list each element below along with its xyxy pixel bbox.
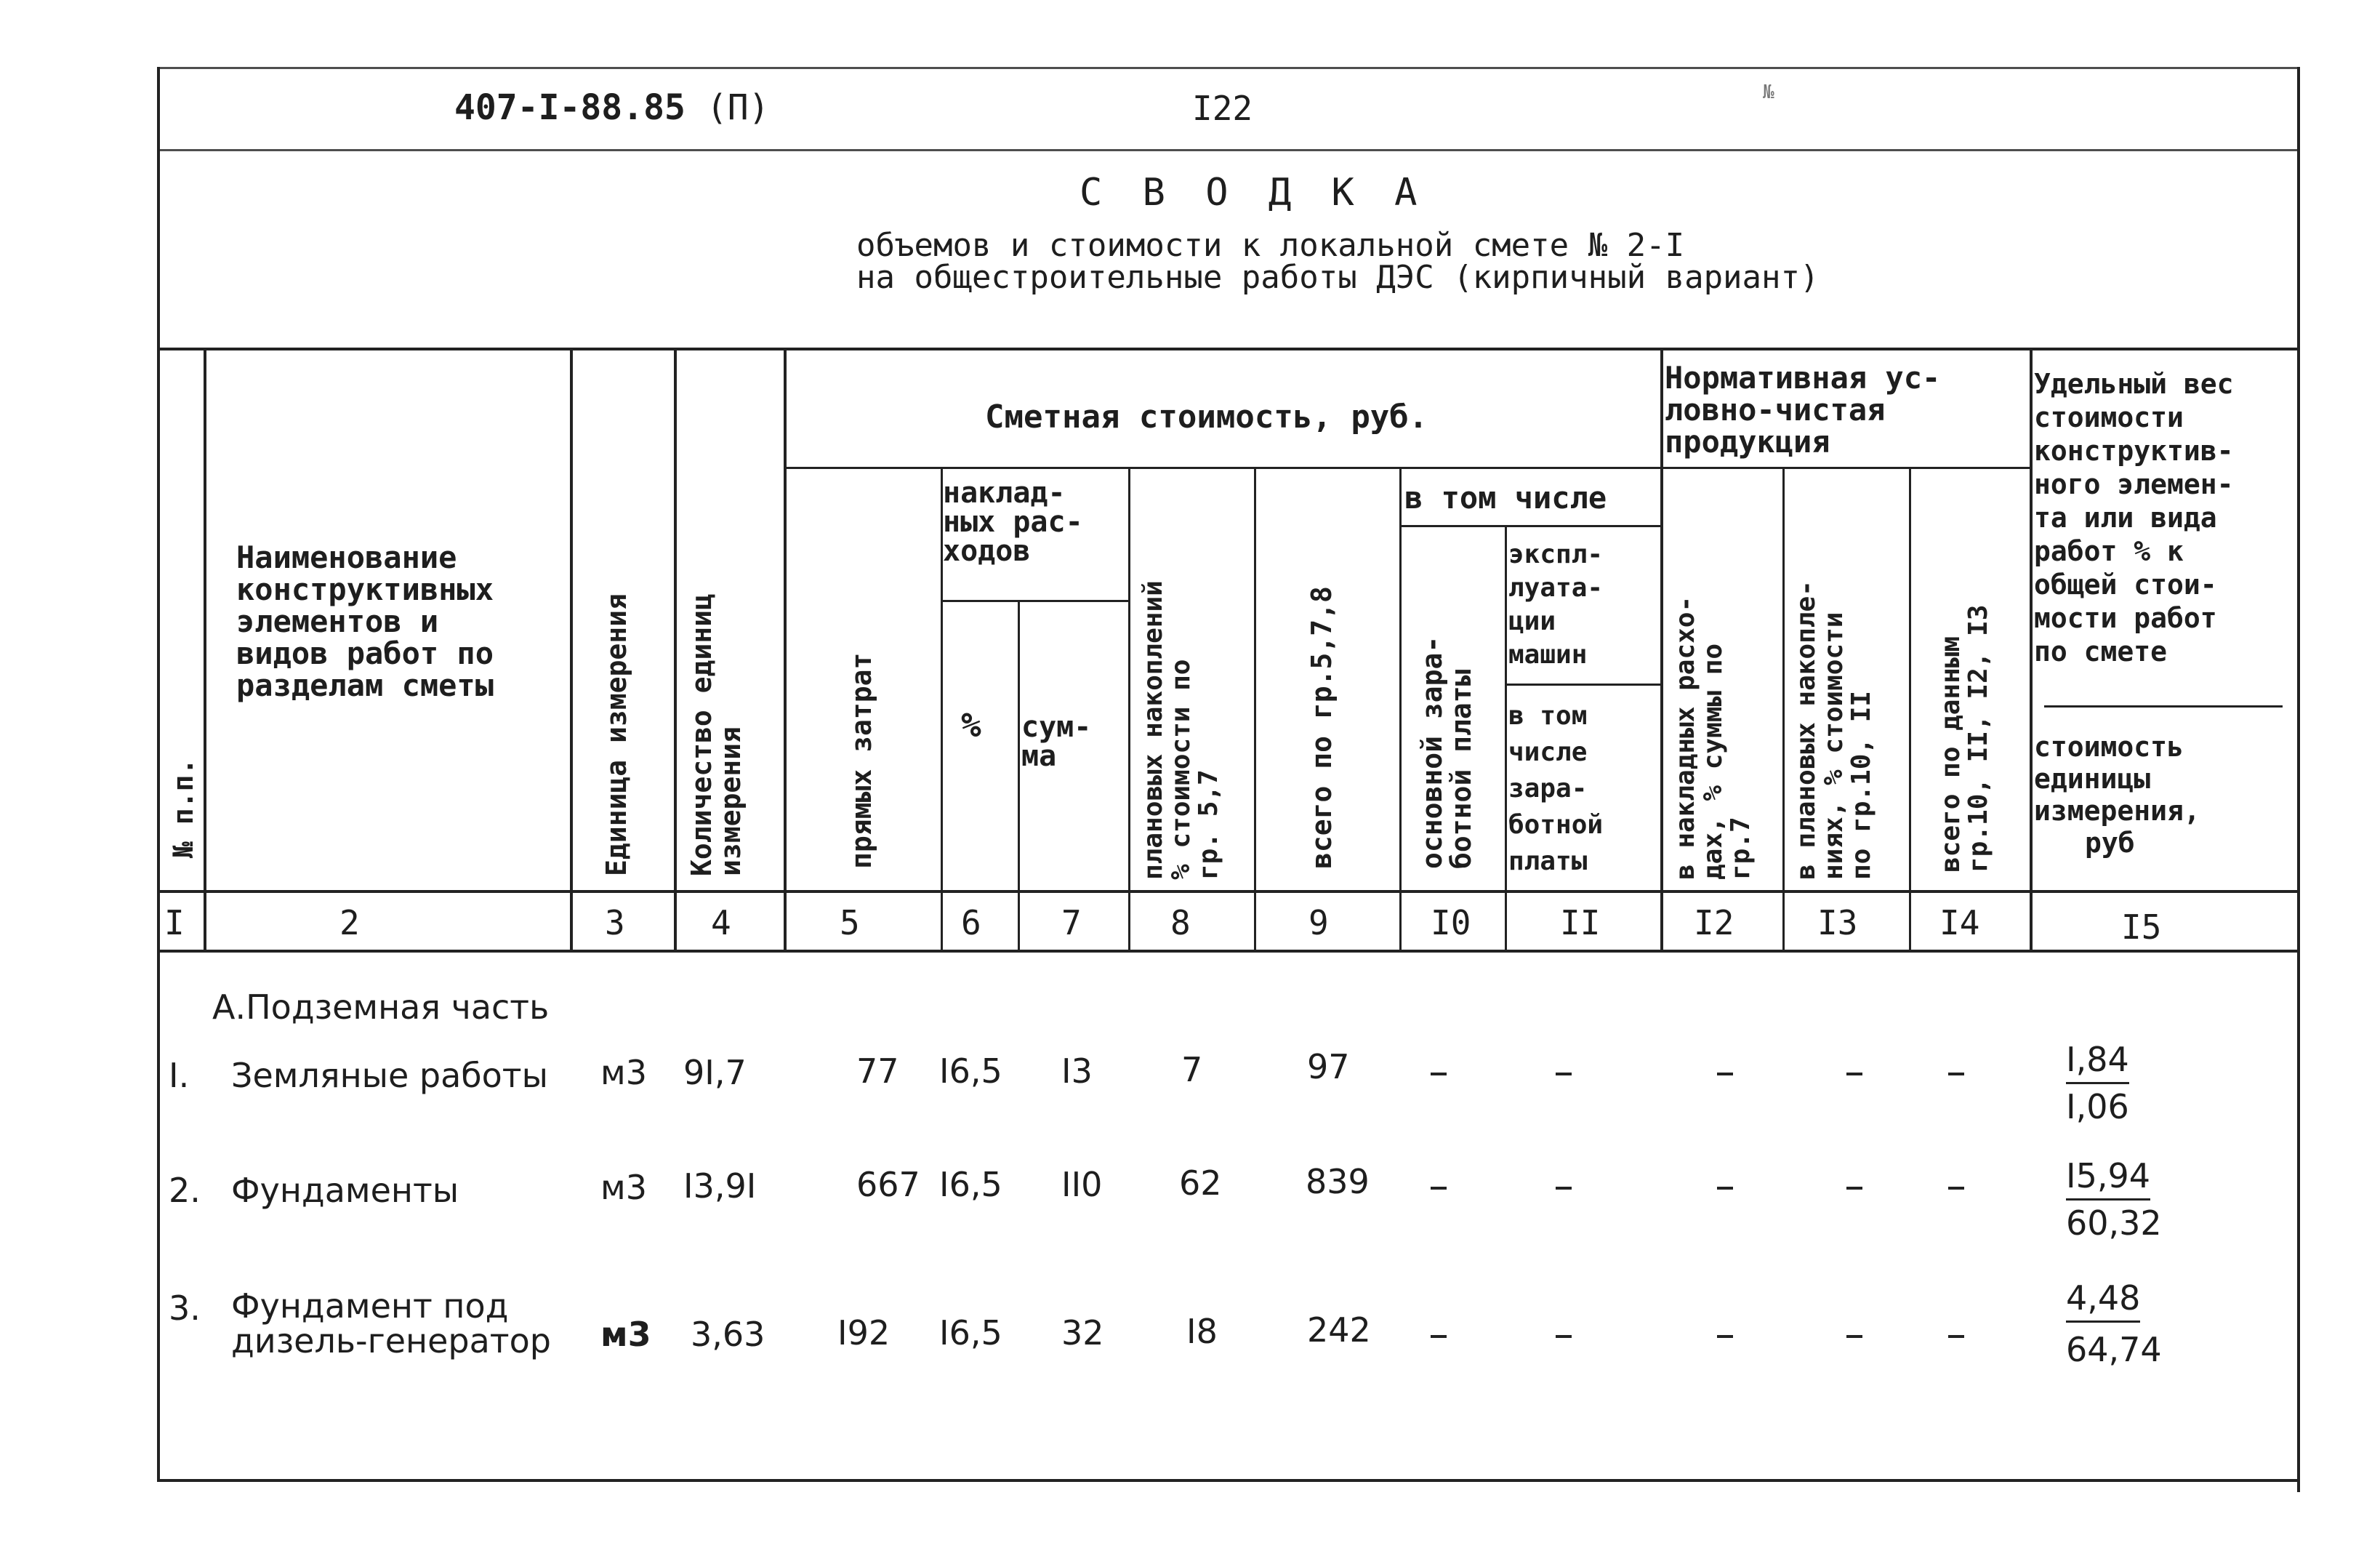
header-col-norm-total: всего по данным гр.10, II, I2, I3 (1936, 604, 1993, 873)
document-code-suffix: (П) (706, 87, 770, 128)
dash-col12 (1717, 1073, 1733, 1075)
frame-bottom (157, 1479, 2300, 1482)
dash-col14 (1948, 1187, 1964, 1190)
dash-col11 (1556, 1187, 1572, 1190)
header-col-percent: % (961, 705, 981, 745)
table-top-rule (158, 348, 2299, 350)
frame-left (157, 67, 160, 1481)
header-col-unit: Единица измерения (600, 593, 632, 876)
header-col-direct: прямых затрат (845, 652, 877, 869)
colnum-14: I4 (1939, 903, 1980, 942)
header-col-total: всего по гр.5,7,8 (1306, 586, 1338, 869)
row-quantity: I3,9I (683, 1166, 757, 1206)
summary-subtitle-line-1: объемов и стоимости к локальной смете № 2-I (856, 227, 1685, 264)
dash-col14 (1948, 1073, 1964, 1075)
colnum-7: 7 (1061, 903, 1082, 942)
colnum-9: 9 (1308, 903, 1329, 942)
colnum-12: I2 (1694, 903, 1734, 942)
row-name: Земляные работы (231, 1056, 548, 1095)
row-savings: I8 (1186, 1312, 1218, 1351)
row-unit: м3 (600, 1053, 647, 1092)
hline-cost-group (785, 467, 2030, 469)
row-total: 839 (1306, 1162, 1370, 1201)
vline-4 (784, 348, 787, 951)
hline-col15 (2044, 705, 2283, 708)
dash-col13 (1846, 1335, 1862, 1338)
vline-1 (204, 348, 206, 951)
row-sum: II0 (1061, 1165, 1103, 1204)
row-unit-cost: 64,74 (2066, 1330, 2162, 1369)
row-share-fraction (2066, 1156, 2162, 1243)
document-code (454, 87, 770, 128)
row-quantity: 9I,7 (683, 1053, 747, 1092)
row-percent: I6,5 (939, 1051, 1002, 1091)
dash-col11 (1556, 1335, 1572, 1338)
header-col-savings: плановых накоплений % стоимости по гр. 5,7 (1138, 580, 1223, 880)
dash-col10 (1431, 1073, 1447, 1075)
header-col-quantity: Количество единиц измерения (686, 593, 747, 876)
row-sum: 32 (1061, 1313, 1104, 1352)
dash-col10 (1431, 1187, 1447, 1190)
vline-3 (674, 348, 677, 951)
colnum-11: II (1560, 903, 1601, 942)
vline-2 (570, 348, 573, 951)
dash-col13 (1846, 1187, 1862, 1190)
vline-10 (1505, 525, 1507, 951)
dash-col10 (1431, 1335, 1447, 1338)
row-share-fraction (2066, 1278, 2162, 1369)
colnum-8: 8 (1170, 903, 1191, 942)
table-number-row-rule (158, 950, 2299, 953)
row-percent: I6,5 (939, 1313, 1002, 1352)
header-col-machines: экспл- луата- ции машин (1508, 540, 1604, 670)
row-number: I. (169, 1056, 190, 1095)
row-name: Фундамент под дизель-генератор (231, 1286, 551, 1360)
vline-8 (1254, 467, 1256, 951)
row-savings: 62 (1179, 1163, 1222, 1203)
header-col-norm-savings: в плановых накопле- ниях, % стоимости по гр.10, II (1791, 580, 1876, 880)
dash-col12 (1717, 1187, 1733, 1190)
hline-overhead (941, 600, 1128, 602)
document-code-number: 407-I-88.85 (454, 87, 686, 128)
header-norm-group: Нормативная ус- ловно-чистая продукция (1665, 360, 1941, 460)
colnum-10: I0 (1431, 903, 1471, 942)
dash-col13 (1846, 1073, 1862, 1075)
frame-right (2297, 67, 2300, 1492)
row-direct: I92 (837, 1313, 891, 1352)
row-share: I,84 (2066, 1040, 2129, 1084)
row-sum: I3 (1061, 1051, 1093, 1091)
hline-col11 (1505, 684, 1660, 686)
row-direct: 77 (856, 1051, 899, 1091)
vline-6 (1018, 600, 1020, 951)
row-share-fraction (2066, 1040, 2129, 1126)
dash-col12 (1717, 1335, 1733, 1338)
header-col-norm-overhead: в накладных расхо- дах, % суммы по гр.7 (1671, 596, 1756, 880)
header-col-basic-wage: основной зара- ботной платы (1416, 636, 1477, 869)
row-unit: м3 (600, 1315, 651, 1354)
page-mark: № (1763, 81, 1774, 103)
vline-13 (1909, 467, 1911, 951)
header-top-rule (158, 67, 2300, 69)
header-col-machines-wage: в том числе зара- ботной платы (1508, 701, 1604, 876)
colnum-6: 6 (961, 903, 981, 942)
colnum-5: 5 (840, 903, 860, 942)
header-cost-group: Сметная стоимость, руб. (985, 398, 1428, 436)
header-col-unit-cost: стоимость единицы измерения, руб (2034, 731, 2200, 859)
vline-14 (2030, 348, 2033, 951)
summary-subtitle-line-2: на общестроительные работы ДЭС (кирпичный вариант) (856, 259, 1820, 296)
row-unit: м3 (600, 1168, 647, 1207)
row-direct: 667 (856, 1165, 920, 1204)
row-percent: I6,5 (939, 1165, 1002, 1204)
colnum-4: 4 (711, 903, 731, 942)
hline-incl (1399, 525, 1661, 527)
vline-7 (1128, 467, 1130, 951)
row-quantity: 3,63 (691, 1315, 765, 1354)
header-incl-group: в том числе (1404, 480, 1607, 516)
colnum-15: I5 (2121, 907, 2162, 947)
row-unit-cost: 60,32 (2066, 1203, 2162, 1243)
row-total: 242 (1307, 1310, 1371, 1350)
header-col-share: Удельный вес стоимости конструктив- ного элемен- та или вида работ % к общей стои- мости работ по смете (2034, 368, 2234, 668)
header-col-name: Наименование конструктивных элементов и видов работ по разделам сметы (236, 540, 494, 703)
table-header-bottom-rule (158, 890, 2299, 893)
colnum-2: 2 (339, 903, 360, 942)
section-title: А.Подземная часть (212, 987, 550, 1027)
header-overhead-group: наклад- ных рас- ходов (943, 476, 1083, 568)
colnum-3: 3 (605, 903, 625, 942)
row-share: 4,48 (2066, 1278, 2140, 1323)
colnum-1: I (164, 903, 185, 942)
header-col-number: № п.п. (167, 758, 199, 858)
dash-col14 (1948, 1335, 1964, 1338)
row-name: Фундаменты (231, 1171, 459, 1210)
vline-9 (1399, 467, 1402, 951)
row-number: 3. (169, 1289, 201, 1328)
header-bottom-rule (158, 149, 2300, 151)
row-unit-cost: I,06 (2066, 1087, 2129, 1126)
vline-12 (1782, 467, 1785, 951)
summary-title: С В О Д К А (1080, 171, 1426, 215)
row-number: 2. (169, 1171, 201, 1210)
vline-11 (1660, 348, 1663, 951)
row-savings: 7 (1181, 1050, 1203, 1089)
dash-col11 (1556, 1073, 1572, 1075)
header-col-sum: сум- ма (1021, 710, 1092, 773)
row-total: 97 (1307, 1047, 1350, 1086)
row-share: I5,94 (2066, 1156, 2150, 1201)
page-number: I22 (1192, 89, 1253, 128)
colnum-13: I3 (1817, 903, 1858, 942)
